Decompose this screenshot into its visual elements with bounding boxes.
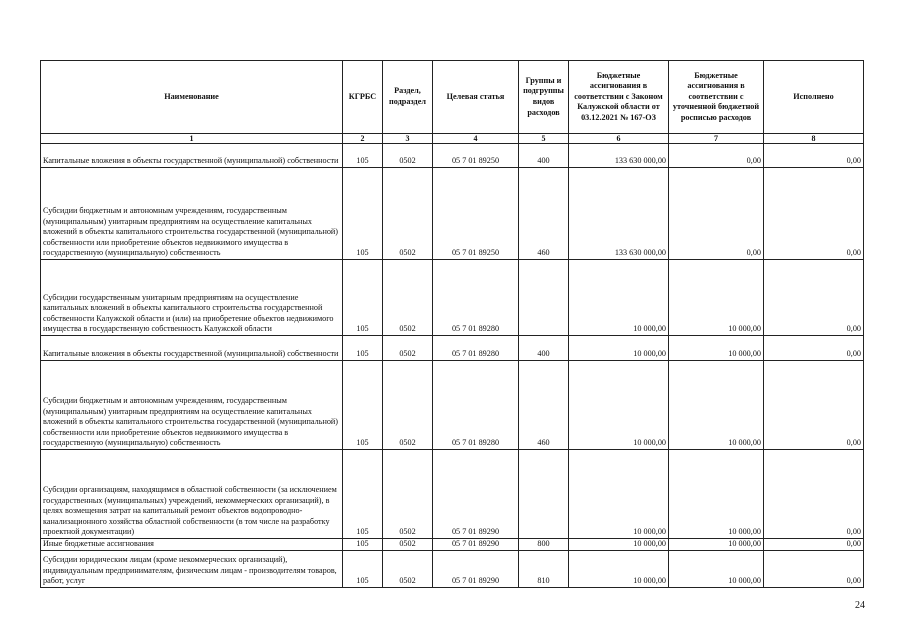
row-razdel: 0502 [383, 168, 433, 260]
row-law-amount: 133 630 000,00 [569, 144, 669, 168]
row-law-amount: 10 000,00 [569, 260, 669, 336]
row-name: Субсидии бюджетным и автономным учреждениям, государственным (муниципальным) унитарным предприятиям на осуществление капитальных вложений в объекты капитального строительства государственной (муниципальной) собственности или приобретение объектов недвижимого имущества в государственную (муниципальную) собственность [41, 168, 343, 260]
row-plan-amount: 10 000,00 [669, 551, 764, 588]
row-kgrbs: 105 [343, 539, 383, 551]
row-statya: 05 7 01 89250 [433, 144, 519, 168]
row-plan-amount: 10 000,00 [669, 260, 764, 336]
col-number: 7 [669, 134, 764, 144]
row-done-amount: 0,00 [764, 450, 864, 539]
col-number: 5 [519, 134, 569, 144]
row-law-amount: 10 000,00 [569, 336, 669, 361]
col-number: 8 [764, 134, 864, 144]
budget-table [40, 60, 864, 588]
row-done-amount: 0,00 [764, 336, 864, 361]
table-row [41, 450, 864, 539]
row-statya: 05 7 01 89290 [433, 551, 519, 588]
row-group [519, 450, 569, 539]
row-razdel: 0502 [383, 260, 433, 336]
row-name: Субсидии организациям, находящимся в областной собственности (за исключением государственных (муниципальных) учреждений, некоммерческих организаций), в целях возмещения затрат на капитальный ремонт объектов водопроводно-канализационного хозяйства областной собственности (в том числе на разработку проектной документации) [41, 450, 343, 539]
row-kgrbs: 105 [343, 336, 383, 361]
row-name: Капитальные вложения в объекты государственной (муниципальной) собственности [41, 336, 343, 361]
row-group [519, 260, 569, 336]
row-law-amount: 10 000,00 [569, 551, 669, 588]
row-law-amount: 133 630 000,00 [569, 168, 669, 260]
row-plan-amount: 0,00 [669, 168, 764, 260]
col-header-kgrbs: КГРБС [343, 61, 383, 134]
table-row [41, 168, 864, 260]
row-name: Субсидии бюджетным и автономным учреждениям, государственным (муниципальным) унитарным предприятиям на осуществление капитальных вложений в объекты капитального строительства государственной (муниципальной) собственности или приобретение объектов недвижимого имущества в государственную (муниципальную) собственность [41, 361, 343, 450]
row-name: Субсидии юридическим лицам (кроме некоммерческих организаций), индивидуальным предпринимателям, физическим лицам - производителям товаров, работ, услуг [41, 551, 343, 588]
col-number: 3 [383, 134, 433, 144]
row-razdel: 0502 [383, 336, 433, 361]
col-header-name: Наименование [41, 61, 343, 134]
row-statya: 05 7 01 89280 [433, 361, 519, 450]
row-plan-amount: 0,00 [669, 144, 764, 168]
row-done-amount: 0,00 [764, 361, 864, 450]
row-razdel: 0502 [383, 144, 433, 168]
col-header-group: Группы и подгруппы видов расходов [519, 61, 569, 134]
row-done-amount: 0,00 [764, 539, 864, 551]
page-number: 24 [855, 600, 865, 611]
table-row [41, 144, 864, 168]
row-done-amount: 0,00 [764, 260, 864, 336]
col-header-law: Бюджетные ассигнования в соответствии с Законом Калужской области от 03.12.2021 № 167-ОЗ [569, 61, 669, 134]
row-name: Капитальные вложения в объекты государственной (муниципальной) собственности [41, 144, 343, 168]
row-group: 400 [519, 336, 569, 361]
row-plan-amount: 10 000,00 [669, 450, 764, 539]
row-plan-amount: 10 000,00 [669, 336, 764, 361]
row-statya: 05 7 01 89290 [433, 539, 519, 551]
row-statya: 05 7 01 89280 [433, 260, 519, 336]
column-number-row [41, 134, 864, 144]
table-row [41, 336, 864, 361]
row-group: 460 [519, 168, 569, 260]
row-group: 800 [519, 539, 569, 551]
row-kgrbs: 105 [343, 450, 383, 539]
row-razdel: 0502 [383, 539, 433, 551]
row-group: 810 [519, 551, 569, 588]
row-statya: 05 7 01 89290 [433, 450, 519, 539]
col-number: 4 [433, 134, 519, 144]
table-row [41, 539, 864, 551]
row-kgrbs: 105 [343, 260, 383, 336]
row-kgrbs: 105 [343, 361, 383, 450]
row-razdel: 0502 [383, 361, 433, 450]
row-statya: 05 7 01 89250 [433, 168, 519, 260]
col-number: 2 [343, 134, 383, 144]
row-kgrbs: 105 [343, 144, 383, 168]
col-number: 1 [41, 134, 343, 144]
row-razdel: 0502 [383, 551, 433, 588]
row-kgrbs: 105 [343, 168, 383, 260]
table-row [41, 551, 864, 588]
table-row [41, 260, 864, 336]
row-kgrbs: 105 [343, 551, 383, 588]
row-name: Субсидии государственным унитарным предприятиям на осуществление капитальных вложений в объекты капитального строительства государственной собственности Калужской области и (или) на приобретение объектов недвижимого имущества в государственную собственность Калужской области [41, 260, 343, 336]
col-number: 6 [569, 134, 669, 144]
header-row [41, 61, 864, 134]
row-law-amount: 10 000,00 [569, 539, 669, 551]
col-header-razdel: Раздел, подраздел [383, 61, 433, 134]
row-name: Иные бюджетные ассигнования [41, 539, 343, 551]
row-law-amount: 10 000,00 [569, 450, 669, 539]
col-header-plan: Бюджетные ассигнования в соответствии с уточненной бюджетной росписью расходов [669, 61, 764, 134]
row-group: 400 [519, 144, 569, 168]
row-done-amount: 0,00 [764, 551, 864, 588]
row-law-amount: 10 000,00 [569, 361, 669, 450]
row-plan-amount: 10 000,00 [669, 539, 764, 551]
table-row [41, 361, 864, 450]
col-header-done: Исполнено [764, 61, 864, 134]
row-razdel: 0502 [383, 450, 433, 539]
row-done-amount: 0,00 [764, 144, 864, 168]
row-statya: 05 7 01 89280 [433, 336, 519, 361]
row-plan-amount: 10 000,00 [669, 361, 764, 450]
col-header-statya: Целевая статья [433, 61, 519, 134]
row-done-amount: 0,00 [764, 168, 864, 260]
row-group: 460 [519, 361, 569, 450]
